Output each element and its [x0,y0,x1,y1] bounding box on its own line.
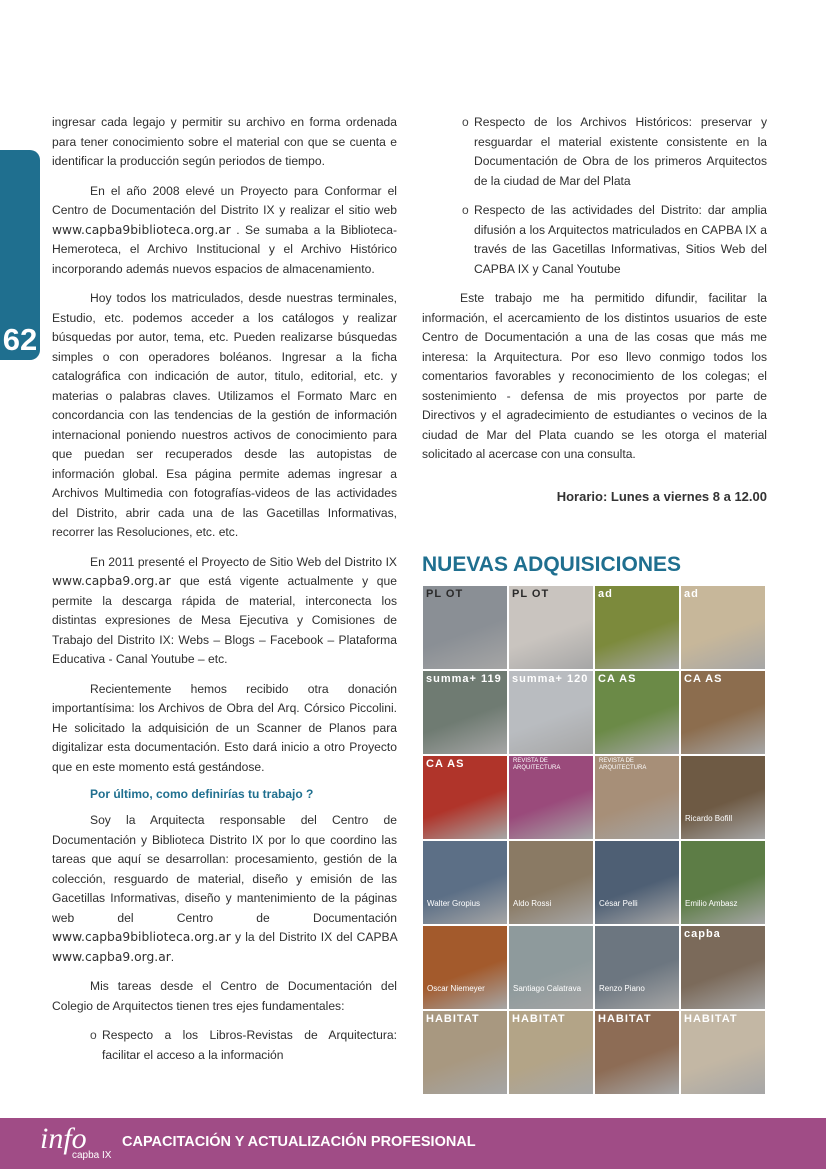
cover-masthead: CA AS [598,673,637,685]
magazine-cover [595,1011,679,1094]
cover-caption: Renzo Piano [599,984,645,993]
cover-masthead: PL OT [426,588,464,600]
magazine-cover [595,671,679,754]
paragraph: Mis tareas desde el Centro de Documentación del Colegio de Arquitectos tienen tres ejes fundamentales: [52,979,397,1013]
paragraph-text: que está vigente actualmente y que permite la descarga rápida de material, interconecta los distintas expresiones de Mesa Ejecutiva y Comisiones de Trabajo del Distrito IX: Webs – Blogs – Facebook – Plataforma Educativa - Canal Youtube – etc. [52,574,397,666]
paragraph: ingresar cada legajo y permitir su archivo en forma ordenada para tener conocimiento sobre el material con que se cuenta e identificar la producción según periodos de tiempo. [52,115,397,168]
magazine-cover [509,671,593,754]
magazine-cover [681,586,765,669]
library-website-link[interactable]: www.capba9biblioteca.org.ar [52,222,231,237]
paragraph-text: En el año 2008 elevé un Proyecto para Conformar el Centro de Documentación del Distrito IX y realizar el sitio web [52,183,397,217]
right-column [422,113,767,504]
cover-masthead: summa+ 119 [426,673,502,685]
paragraph [52,811,397,967]
paragraph [52,182,397,280]
cover-masthead: HABITAT [512,1013,566,1025]
cover-masthead: PL OT [512,588,550,600]
cover-masthead: ad [598,588,613,600]
footer-title: CAPACITACIÓN Y ACTUALIZACIÓN PROFESIONAL [122,1134,476,1150]
district-website-link[interactable]: www.capba9.org.ar [52,574,171,588]
magazine-cover [595,841,679,924]
paragraph-text: En 2011 presenté el Proyecto de Sitio Web del Distrito IX [90,554,397,569]
paragraph-text: . Se sumaba a la Biblioteca-Hemeroteca, el Archivo Institucional y el Archivo Histórico incorporando además nuevos espacios de almacenamiento. [52,222,397,276]
paragraph: Hoy todos los matriculados, desde nuestras terminales, Estudio, etc. podemos acceder a los catálogos y realizar búsquedas por autor, tema, etc. Pueden realizarse búsquedas simples o con operadores boléanos. Ingresar a la ficha catalográfica con indicación de autor, titulo, editorial, etc. y materias o palabras claves. Utilizamos el Formato Marc en concordancia con las tendencias de la gestión de información internacional poniendo nuestros activos de conocimiento para que puedan ser recuperados desde las autopistas de información global. Esa página permite ademas ingresar a Archivos Multimedia con fotografías-videos de las actividades del Distrito, abrir cada una de las Gacetillas Informativas, recorrer las Resoluciones, etc. etc. [52,291,397,539]
magazine-cover [509,841,593,924]
acquisitions-cover-grid [423,586,766,1097]
cover-caption: Aldo Rossi [513,899,552,908]
cover-masthead: REVISTA DE ARQUITECTURA [599,758,647,771]
cover-caption: Santiago Calatrava [513,984,582,993]
paragraph: Recientemente hemos recibido otra donación importantísima: los Archivos de Obra del Arq. Córsico Piccolini. He solicitado la adquisición de un Scanner de Planos para digitalizar esta documentación. Esto dará inicio a otro Proyecto que en este momento está gestándose. [52,681,397,774]
bullet-icon: o [462,203,469,217]
paragraph-text: . [170,949,175,964]
list-item [462,201,767,279]
magazine-cover [681,1011,765,1094]
magazine-cover [509,586,593,669]
cover-masthead: CA AS [426,758,465,770]
left-column [52,113,397,1075]
magazine-cover [423,671,507,754]
magazine-cover [681,671,765,754]
list-item [462,113,767,191]
magazine-cover [423,586,507,669]
cover-masthead: CA AS [684,673,723,685]
cover-masthead: capba [684,928,721,940]
magazine-cover [423,841,507,924]
list-item-text: Respecto de las actividades del Distrito: dar amplia difusión a los Arquitectos matriculados en CAPBA IX a través de las Gacetillas Informativas, Sitios Web del CAPBA IX y Canal Youtube [474,203,767,276]
magazine-cover [423,926,507,1009]
magazine-cover [595,756,679,839]
cover-masthead: HABITAT [426,1013,480,1025]
list-item [90,1026,397,1065]
cover-masthead: HABITAT [598,1013,652,1025]
paragraph [52,553,397,670]
list-item-text: Respecto de los Archivos Históricos: preservar y resguardar el material existente consistente en la Documentación de Obra de los primeros Arquitectos de la ciudad de Mar del Plata [474,115,767,188]
section-title: NUEVAS ADQUISICIONES [422,553,682,576]
cover-masthead: ad [684,588,699,600]
cover-caption: Oscar Niemeyer [427,984,485,993]
cover-caption: Ricardo Bofill [685,814,733,823]
district-website-link[interactable]: www.capba9.org.ar [52,949,171,964]
cover-masthead: summa+ 120 [512,673,589,685]
list-item-text: Respecto a los Libros-Revistas de Arquitectura: facilitar el acceso a la información [102,1028,397,1062]
page-number: 62 [2,322,38,357]
library-website-link[interactable]: www.capba9biblioteca.org.ar [52,930,231,944]
cover-masthead: REVISTA DE ARQUITECTURA [513,758,561,771]
magazine-cover [423,1011,507,1094]
bullet-icon: o [462,115,469,129]
bullet-icon: o [90,1028,97,1042]
magazine-cover [595,586,679,669]
magazine-cover [681,756,765,839]
cover-caption: César Pelli [599,899,638,908]
magazine-cover [681,926,765,1009]
cover-caption: Walter Gropius [427,899,481,908]
cover-caption: Emilio Ambasz [685,899,738,908]
paragraph-text: Soy la Arquitecta responsable del Centro de Documentación y Biblioteca Distrito IX por lo que coordino las tareas que aquí se desarrollan: procesamiento, gestión de la colección, resguardo de material, diseño y emisión de las Gacetillas Informativas, diseño y mantenimiento de la páginas web del Centro de Documentación [52,813,397,925]
info-logo: info [40,1122,87,1155]
magazine-cover [509,926,593,1009]
magazine-cover [423,756,507,839]
magazine-cover [595,926,679,1009]
info-logo-subtitle: capba IX [72,1150,112,1161]
magazine-cover [509,756,593,839]
magazine-cover [509,1011,593,1094]
paragraph-text: y la del Distrito IX del CAPBA [235,930,397,944]
magazine-cover [681,841,765,924]
opening-hours: Horario: Lunes a viernes 8 a 12.00 [556,488,767,504]
cover-masthead: HABITAT [684,1013,738,1025]
interview-question: Por último, como definirías tu trabajo ? [90,787,314,801]
paragraph: Este trabajo me ha permitido difundir, facilitar la información, el acercamiento de los distintos usuarios de este Centro de Documentación a una de las cosas que más me interesa: la Arquitectura. Por eso llevo conmigo todos los comentarios favorables y reconocimiento de los colegas; el sostenimiento - defensa de mis proyectos por parte de Directivos y el agradecimiento de estudiantes o vecinos de la ciudad de Mar del Plata cuando se les otorga el material solicitado al acercase con una consulta. [422,291,767,461]
